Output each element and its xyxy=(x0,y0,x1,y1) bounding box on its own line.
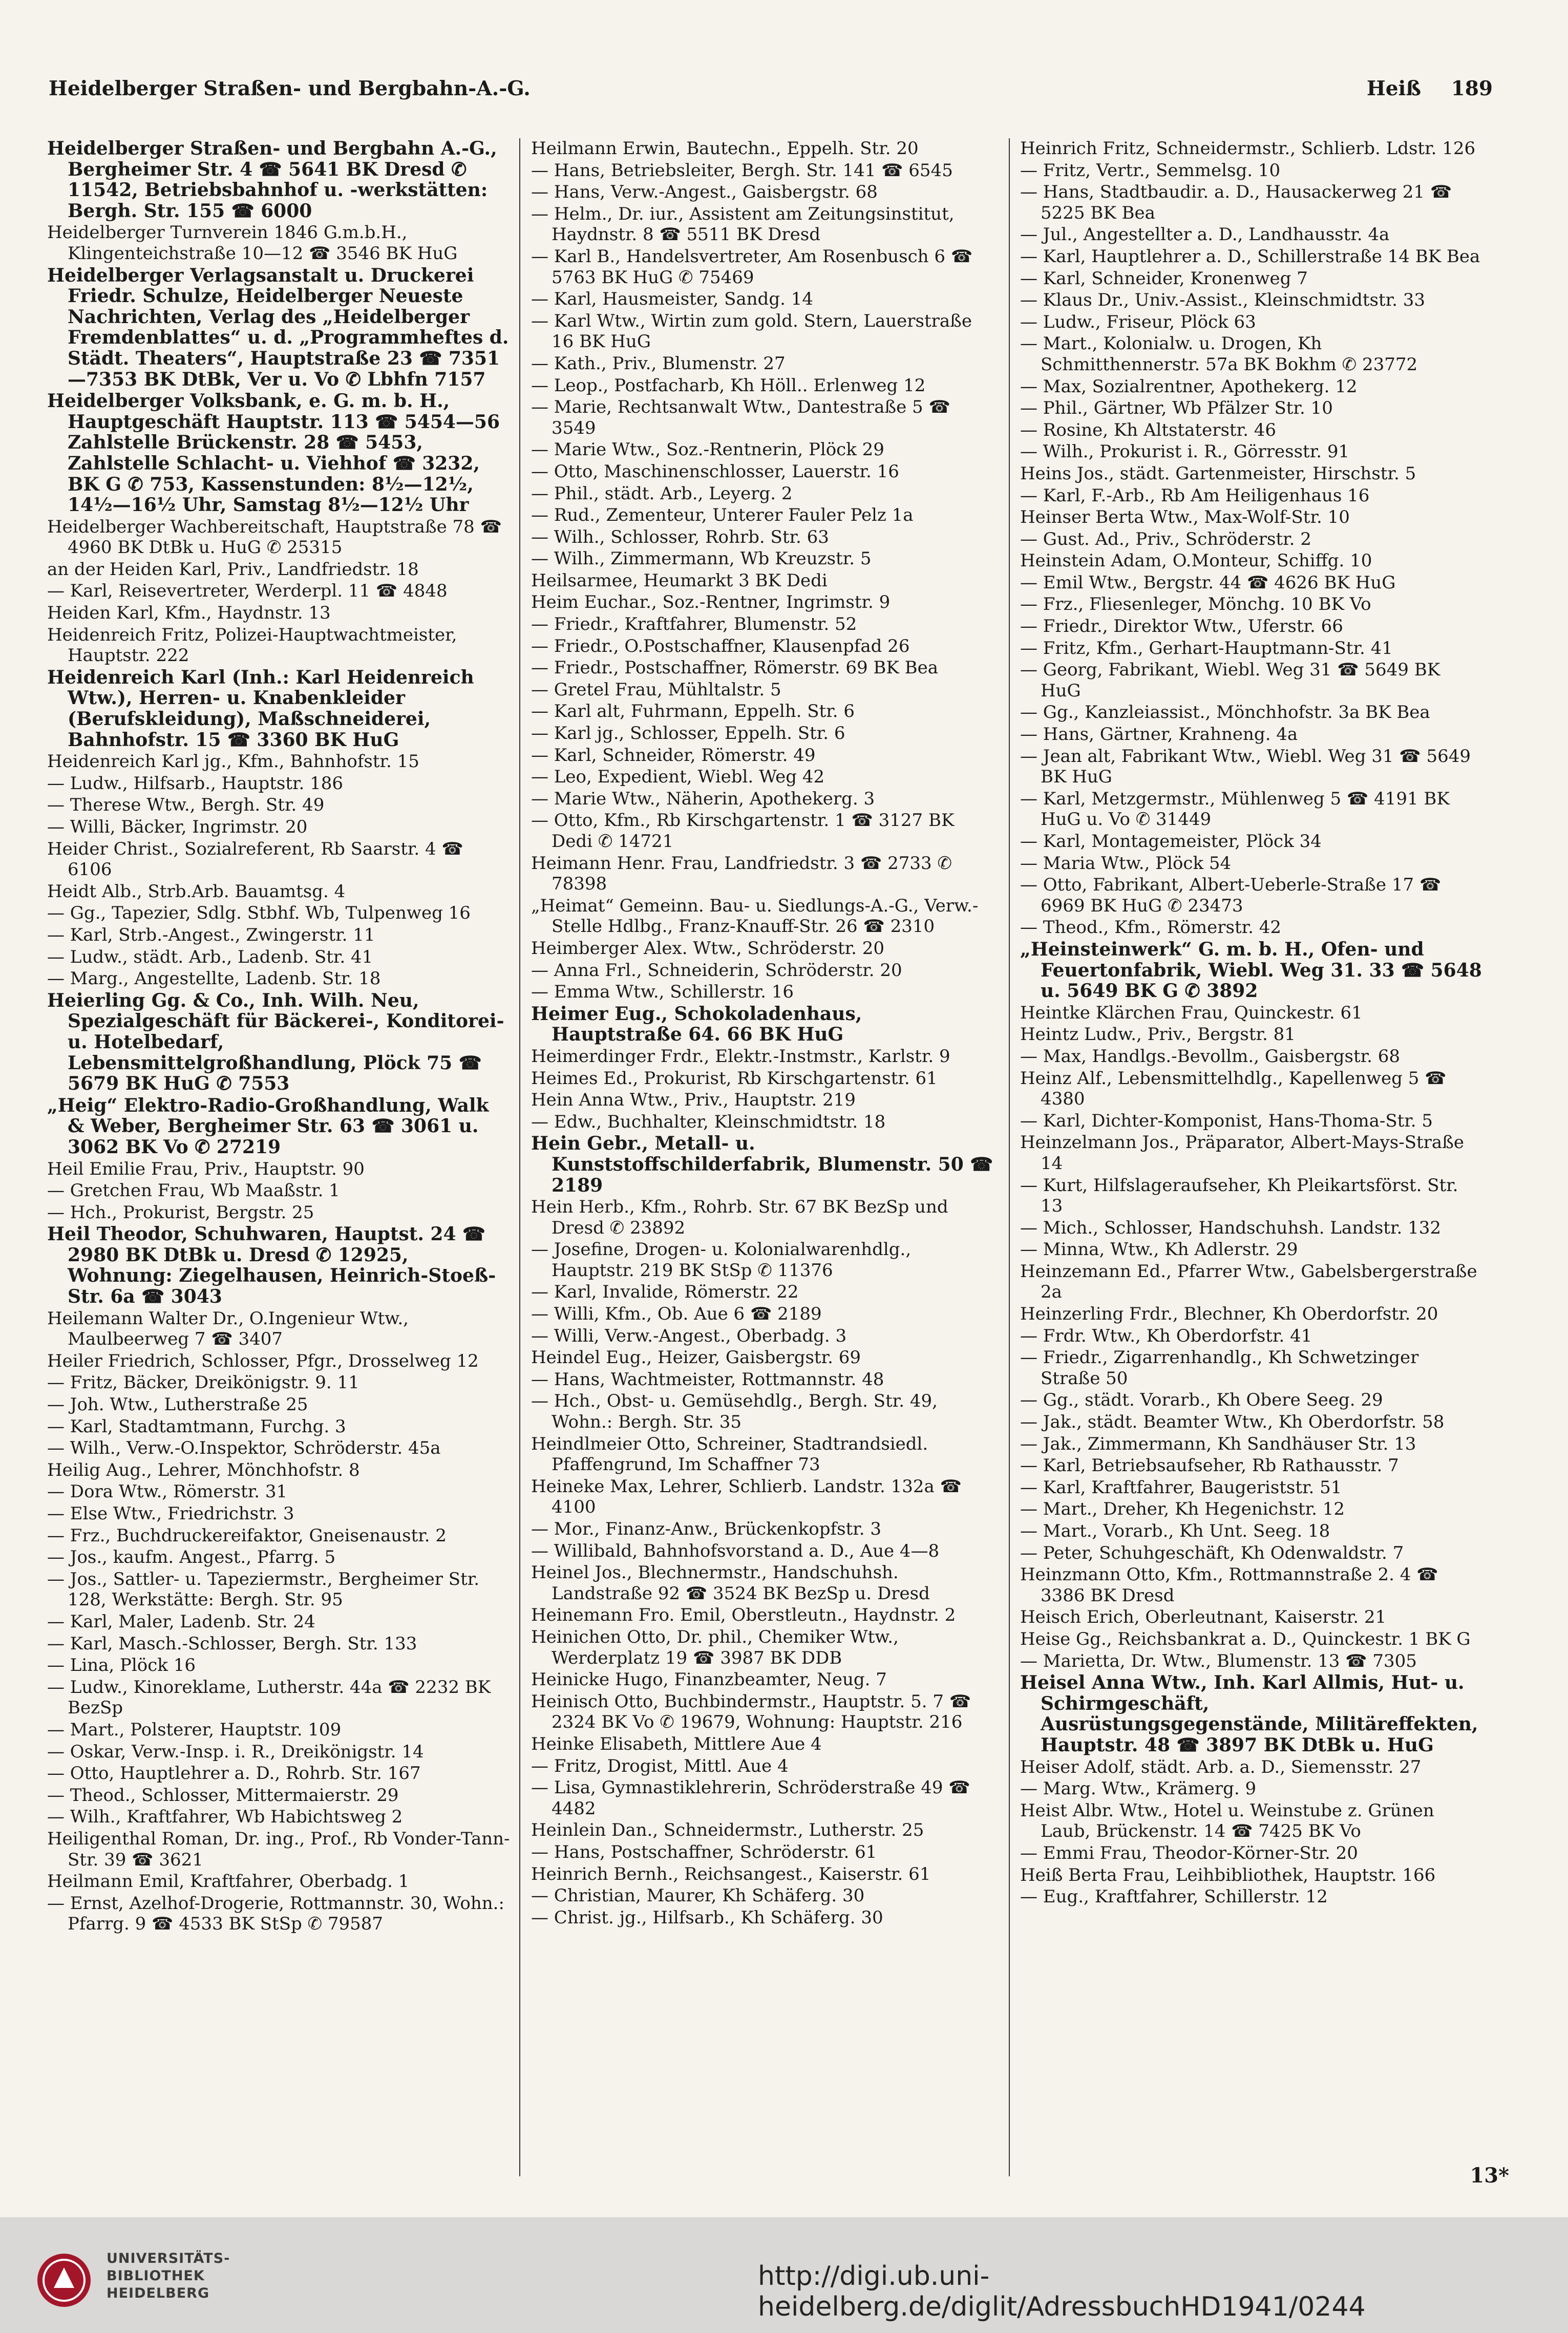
directory-entry: — Ernst, Azelhof-Drogerie, Rottmannstr. 30, Wohn.: Pfarrg. 9 ☎ 4533 BK StSp ✆ 79587 xyxy=(47,1893,504,1935)
directory-entry: — Max, Handlgs.-Bevollm., Gaisbergstr. 68 xyxy=(1020,1046,1401,1067)
directory-entry: — Karl, Montagemeister, Plöck 34 xyxy=(1020,831,1322,852)
directory-entry: — Friedr., Zigarrenhandlg., Kh Schwetzinger Straße 50 xyxy=(1020,1347,1419,1389)
directory-entry: Heiser Adolf, städt. Arb. a. D., Siemensstr. 27 xyxy=(1020,1756,1422,1777)
running-head-title: Heidelberger Straßen- und Bergbahn-A.-G. xyxy=(49,77,531,100)
column-divider xyxy=(519,138,520,2176)
directory-entry: — Dora Wtw., Römerstr. 31 xyxy=(47,1481,288,1502)
directory-entry: Heist Albr. Wtw., Hotel u. Weinstube z. Grünen Laub, Brückenstr. 14 ☎ 7425 BK Vo xyxy=(1020,1800,1434,1842)
directory-entry: — Karl, Betriebsaufseher, Rb Rathausstr. 7 xyxy=(1020,1455,1399,1476)
directory-entry: — Helm., Dr. iur., Assistent am Zeitungsinstitut, Haydnstr. 8 ☎ 5511 BK Dresd xyxy=(531,203,955,245)
directory-entry: Heisch Erich, Oberleutnant, Kaiserstr. 21 xyxy=(1020,1607,1387,1628)
directory-entry: Heintke Klärchen Frau, Quinckestr. 61 xyxy=(1020,1002,1363,1023)
directory-entry: — Mart., Polsterer, Hauptstr. 109 xyxy=(47,1719,342,1740)
directory-entry: — Theod., Schlosser, Mittermaierstr. 29 xyxy=(47,1785,399,1806)
directory-entry: — Karl, Maler, Ladenb. Str. 24 xyxy=(47,1611,315,1632)
directory-entry: — Therese Wtw., Bergh. Str. 49 xyxy=(47,795,325,816)
directory-entry: Heidelberger Turnverein 1846 G.m.b.H., Klingenteichstraße 10—12 ☎ 3546 BK HuG xyxy=(47,222,458,264)
directory-entry: — Marie Wtw., Näherin, Apothekerg. 3 xyxy=(531,788,875,809)
library-line-1: UNIVERSITÄTS- xyxy=(107,2251,230,2266)
directory-entry: Heinel Jos., Blechnermstr., Handschuhsh. Landstraße 92 ☎ 3524 BK BezSp u. Dresd xyxy=(531,1562,930,1604)
column-divider xyxy=(1009,138,1010,2176)
directory-entry: — Christian, Maurer, Kh Schäferg. 30 xyxy=(531,1885,865,1906)
directory-entry: Heim Euchar., Soz.-Rentner, Ingrimstr. 9 xyxy=(531,592,891,613)
directory-entry: — Karl, F.-Arb., Rb Am Heiligenhaus 16 xyxy=(1020,485,1370,506)
directory-entry: — Marietta, Dr. Wtw., Blumenstr. 13 ☎ 7305 xyxy=(1020,1650,1417,1671)
directory-entry: — Friedr., O.Postschaffner, Klausenpfad 26 xyxy=(531,635,910,656)
directory-entry: Heisel Anna Wtw., Inh. Karl Allmis, Hut- u. Schirmgeschäft, Ausrüstungsgegenstände, Militäreffekten, Hauptstr. 48 ☎ 3897 BK DtBk u. HuG xyxy=(1020,1672,1478,1756)
directory-entry: Heise Gg., Reichsbankrat a. D., Quinckestr. 1 BK G xyxy=(1020,1628,1471,1649)
directory-entry: Heidenreich Fritz, Polizei-Hauptwachtmeister, Hauptstr. 222 xyxy=(47,624,457,666)
directory-entry: — Karl, Masch.-Schlosser, Bergh. Str. 133 xyxy=(47,1633,417,1654)
directory-entry: Heilemann Walter Dr., O.Ingenieur Wtw., Maulbeerweg 7 ☎ 3407 xyxy=(47,1308,409,1350)
directory-entry: — Phil., städt. Arb., Leyerg. 2 xyxy=(531,483,793,504)
directory-entry: Heinzerling Frdr., Blechner, Kh Oberdorfstr. 20 xyxy=(1020,1304,1438,1325)
directory-entry: Heiß Berta Frau, Leihbibliothek, Hauptstr. 166 xyxy=(1020,1864,1436,1885)
directory-entry: Heins Jos., städt. Gartenmeister, Hirschstr. 5 xyxy=(1020,463,1416,484)
directory-entry: — Karl, Hauptlehrer a. D., Schillerstraße 14 BK Bea xyxy=(1020,246,1480,267)
directory-columns xyxy=(47,138,1512,2176)
directory-entry: Heinrich Fritz, Schneidermstr., Schlierb. Ldstr. 126 xyxy=(1020,138,1476,159)
directory-entry: — Mart., Dreher, Kh Hegenichstr. 12 xyxy=(1020,1499,1345,1520)
directory-entry: — Hans, Postschaffner, Schröderstr. 61 xyxy=(531,1841,877,1862)
directory-entry: — Karl, Hausmeister, Sandg. 14 xyxy=(531,289,813,310)
directory-entry: Heindlmeier Otto, Schreiner, Stadtrandsiedl. Pfaffengrund, Im Schaffner 73 xyxy=(531,1433,928,1475)
directory-entry: — Mich., Schlosser, Handschuhsh. Landstr. 132 xyxy=(1020,1217,1441,1238)
directory-entry: — Karl B., Handelsvertreter, Am Rosenbusch 6 ☎ 5763 BK HuG ✆ 75469 xyxy=(531,246,973,288)
directory-entry: — Fritz, Drogist, Mittl. Aue 4 xyxy=(531,1755,789,1776)
directory-entry: — Gretchen Frau, Wb Maaßstr. 1 xyxy=(47,1180,340,1201)
library-line-3: HEIDELBERG xyxy=(107,2285,210,2301)
directory-entry: — Oskar, Verw.-Insp. i. R., Dreikönigstr. 14 xyxy=(47,1741,424,1762)
directory-entry: — Lisa, Gymnastiklehrerin, Schröderstraße 49 ☎ 4482 xyxy=(531,1777,970,1819)
directory-entry: Heidelberger Volksbank, e. G. m. b. H., Hauptgeschäft Hauptstr. 113 ☎ 5454—56 Zahlstelle Brückenstr. 28 ☎ 5453, Zahlstelle Schlacht- u. Viehhof ☎ 3232, BK G ✆ 753, Kassenstunden: 8½—12½, 14½—16½ Uhr, Samstag 8½—12½ Uhr xyxy=(47,390,500,516)
directory-entry: Heidelberger Straßen- und Bergbahn A.-G., Bergheimer Str. 4 ☎ 5641 BK Dresd ✆ 11542, Betriebsbahnhof u. -werkstätten: Bergh. Str. 155 ☎ 6000 xyxy=(47,138,497,222)
running-head xyxy=(49,77,1493,108)
directory-entry: — Ludw., städt. Arb., Ladenb. Str. 41 xyxy=(47,946,373,967)
directory-entry: „Heinsteinwerk“ G. m. b. H., Ofen- und Feuertonfabrik, Wiebl. Weg 31. 33 ☎ 5648 u. 5649 BK G ✆ 3892 xyxy=(1020,938,1482,1002)
column-1 xyxy=(47,138,511,2176)
directory-entry: — Friedr., Kraftfahrer, Blumenstr. 52 xyxy=(531,614,857,635)
directory-entry: Heinzmann Otto, Kfm., Rottmannstraße 2. 4 ☎ 3386 BK Dresd xyxy=(1020,1564,1438,1606)
running-head-keyword: Heiß xyxy=(1366,77,1421,100)
directory-entry: — Karl, Strb.-Angest., Zwingerstr. 11 xyxy=(47,924,375,945)
column-2 xyxy=(531,138,994,2176)
directory-entry: — Hch., Obst- u. Gemüsehdlg., Bergh. Str. 49, Wohn.: Bergh. Str. 35 xyxy=(531,1391,938,1433)
directory-entry: „Heimat“ Gemeinn. Bau- u. Siedlungs-A.-G., Verw.-Stelle Hdlbg., Franz-Knauff-Str. 26 ☎ 2310 xyxy=(531,895,979,937)
directory-entry: Heintz Ludw., Priv., Bergstr. 81 xyxy=(1020,1024,1296,1045)
directory-entry: — Minna, Wtw., Kh Adlerstr. 29 xyxy=(1020,1239,1298,1260)
directory-entry: — Max, Sozialrentner, Apothekerg. 12 xyxy=(1020,376,1358,397)
directory-entry: — Kurt, Hilfslageraufseher, Kh Pleikartsförst. Str. 13 xyxy=(1020,1175,1458,1217)
directory-entry: — Kath., Priv., Blumenstr. 27 xyxy=(531,353,786,374)
directory-entry: — Mart., Kolonialw. u. Drogen, Kh Schmitthennerstr. 57a BK Bokhm ✆ 23772 xyxy=(1020,333,1418,375)
directory-entry: — Otto, Hauptlehrer a. D., Rohrb. Str. 167 xyxy=(47,1763,421,1784)
directory-entry: — Wilh., Zimmermann, Wb Kreuzstr. 5 xyxy=(531,548,872,569)
directory-entry: Heilsarmee, Heumarkt 3 BK Dedi xyxy=(531,570,828,591)
column-3 xyxy=(1020,138,1484,2176)
directory-entry: Heidt Alb., Strb.Arb. Bauamtsg. 4 xyxy=(47,881,346,902)
directory-entry: — Hans, Betriebsleiter, Bergh. Str. 141 ☎ 6545 xyxy=(531,160,953,181)
directory-entry: — Karl, Invalide, Römerstr. 22 xyxy=(531,1282,799,1303)
signature-mark: 13* xyxy=(1470,2164,1509,2188)
directory-entry: — Peter, Schuhgeschäft, Kh Odenwaldstr. 7 xyxy=(1020,1542,1404,1563)
directory-entry: — Willibald, Bahnhofsvorstand a. D., Aue 4—8 xyxy=(531,1540,940,1561)
directory-entry: — Otto, Kfm., Rb Kirschgartenstr. 1 ☎ 3127 BK Dedi ✆ 14721 xyxy=(531,810,955,852)
directory-entry: Heil Emilie Frau, Priv., Hauptstr. 90 xyxy=(47,1158,365,1179)
directory-entry: — Willi, Kfm., Ob. Aue 6 ☎ 2189 xyxy=(531,1304,822,1325)
directory-entry: — Gg., Tapezier, Sdlg. Stbhf. Wb, Tulpenweg 16 xyxy=(47,903,471,924)
directory-entry: — Hans, Gärtner, Krahneng. 4a xyxy=(1020,724,1298,745)
directory-entry: Heimberger Alex. Wtw., Schröderstr. 20 xyxy=(531,938,885,959)
directory-entry: — Hans, Wachtmeister, Rottmannstr. 48 xyxy=(531,1369,884,1390)
directory-entry: — Marie, Rechtsanwalt Wtw., Dantestraße 5 ☎ 3549 xyxy=(531,397,950,438)
directory-entry: — Gg., Kanzleiassist., Mönchhofstr. 3a BK Bea xyxy=(1020,702,1430,723)
directory-entry: Heinstein Adam, O.Monteur, Schiffg. 10 xyxy=(1020,550,1372,571)
directory-entry: — Theod., Kfm., Römerstr. 42 xyxy=(1020,917,1281,938)
directory-entry: — Leop., Postfacharb, Kh Höll.. Erlenweg 12 xyxy=(531,375,926,396)
directory-entry: — Gg., städt. Vorarb., Kh Obere Seeg. 29 xyxy=(1020,1390,1383,1411)
directory-entry: an der Heiden Karl, Priv., Landfriedstr. 18 xyxy=(47,559,419,580)
directory-entry: — Karl, Dichter-Komponist, Hans-Thoma-Str. 5 xyxy=(1020,1110,1433,1131)
directory-entry: — Wilh., Verw.-O.Inspektor, Schröderstr. 45a xyxy=(47,1438,441,1459)
directory-entry: — Joh. Wtw., Lutherstraße 25 xyxy=(47,1394,308,1415)
directory-entry: — Leo, Expedient, Wiebl. Weg 42 xyxy=(531,767,825,788)
directory-entry: — Wilh., Prokurist i. R., Görresstr. 91 xyxy=(1020,441,1350,462)
directory-entry: Heinisch Otto, Buchbindermstr., Hauptstr. 5. 7 ☎ 2324 BK Vo ✆ 19679, Wohnung: Hauptstr. 216 xyxy=(531,1691,971,1733)
directory-entry: — Emil Wtw., Bergstr. 44 ☎ 4626 BK HuG xyxy=(1020,572,1396,593)
directory-entry: — Karl, Kraftfahrer, Baugeriststr. 51 xyxy=(1020,1477,1342,1498)
directory-entry: Heinzemann Ed., Pfarrer Wtw., Gabelsbergerstraße 2a xyxy=(1020,1261,1477,1303)
directory-entry: — Wilh., Kraftfahrer, Wb Habichtsweg 2 xyxy=(47,1807,403,1828)
directory-entry: — Wilh., Schlosser, Rohrb. Str. 63 xyxy=(531,526,829,547)
directory-entry: — Mor., Finanz-Anw., Brückenkopfstr. 3 xyxy=(531,1519,882,1539)
directory-entry: „Heig“ Elektro-Radio-Großhandlung, Walk & Weber, Bergheimer Str. 63 ☎ 3061 u. 3062 BK Vo ✆ 27219 xyxy=(47,1094,489,1158)
directory-entry: Heimann Henr. Frau, Landfriedstr. 3 ☎ 2733 ✆ 78398 xyxy=(531,853,952,895)
directory-entry: — Otto, Maschinenschlosser, Lauerstr. 16 xyxy=(531,461,899,482)
directory-entry: — Willi, Bäcker, Ingrimstr. 20 xyxy=(47,817,308,837)
directory-entry: Heilig Aug., Lehrer, Mönchhofstr. 8 xyxy=(47,1459,360,1480)
library-line-2: BIBLIOTHEK xyxy=(107,2268,205,2284)
directory-entry: — Frz., Buchdruckereifaktor, Gneisenaustr. 2 xyxy=(47,1525,447,1546)
directory-entry: Heiligenthal Roman, Dr. ing., Prof., Rb Vonder-Tann-Str. 39 ☎ 3621 xyxy=(47,1828,510,1870)
directory-entry: Heiler Friedrich, Schlosser, Pfgr., Drosselweg 12 xyxy=(47,1350,479,1371)
directory-entry: — Emma Wtw., Schillerstr. 16 xyxy=(531,982,794,1003)
directory-entry: Heinser Berta Wtw., Max-Wolf-Str. 10 xyxy=(1020,507,1350,528)
directory-entry: — Ludw., Hilfsarb., Hauptstr. 186 xyxy=(47,773,344,794)
directory-entry: Heiden Karl, Kfm., Haydnstr. 13 xyxy=(47,603,331,624)
directory-entry: — Hch., Prokurist, Bergstr. 25 xyxy=(47,1202,314,1223)
directory-entry: Heidenreich Karl (Inh.: Karl Heidenreich Wtw.), Herren- u. Knabenkleider (Berufskleidung), Maßschneiderei, Bahnhofstr. 15 ☎ 3360 BK HuG xyxy=(47,666,474,751)
permalink-url[interactable]: http://digi.ub.uni-heidelberg.de/diglit/AdressbuchHD1941/0244 xyxy=(758,2261,1366,2322)
directory-entry: Heimerdinger Frdr., Elektr.-Instmstr., Karlstr. 9 xyxy=(531,1046,950,1067)
directory-entry: — Eug., Kraftfahrer, Schillerstr. 12 xyxy=(1020,1886,1328,1907)
directory-entry: — Frdr. Wtw., Kh Oberdorfstr. 41 xyxy=(1020,1325,1312,1346)
directory-entry: — Marg., Angestellte, Ladenb. Str. 18 xyxy=(47,968,381,989)
directory-entry: — Friedr., Postschaffner, Römerstr. 69 BK Bea xyxy=(531,658,938,678)
directory-entry: Heinicke Hugo, Finanzbeamter, Neug. 7 xyxy=(531,1669,887,1690)
directory-entry: — Karl, Schneider, Römerstr. 49 xyxy=(531,745,816,766)
directory-entry: Heider Christ., Sozialreferent, Rb Saarstr. 4 ☎ 6106 xyxy=(47,838,463,880)
directory-entry: Heinrich Bernh., Reichsangest., Kaiserstr. 61 xyxy=(531,1863,931,1884)
directory-entry: — Edw., Buchhalter, Kleinschmidtstr. 18 xyxy=(531,1111,886,1132)
directory-entry: — Ludw., Friseur, Plöck 63 xyxy=(1020,311,1256,332)
directory-entry: — Jak., städt. Beamter Wtw., Kh Oberdorfstr. 58 xyxy=(1020,1412,1445,1433)
directory-entry: Heinlein Dan., Schneidermstr., Lutherstr. 25 xyxy=(531,1820,924,1841)
directory-entry: Heinz Alf., Lebensmittelhdlg., Kapellenweg 5 ☎ 4380 xyxy=(1020,1068,1447,1110)
directory-entry: — Karl, Schneider, Kronenweg 7 xyxy=(1020,268,1308,289)
directory-entry: — Jos., kaufm. Angest., Pfarrg. 5 xyxy=(47,1547,336,1568)
directory-entry: Heilmann Erwin, Bautechn., Eppelh. Str. 20 xyxy=(531,138,919,159)
directory-entry: — Emmi Frau, Theodor-Körner-Str. 20 xyxy=(1020,1842,1358,1863)
directory-entry: Heidelberger Wachbereitschaft, Hauptstraße 78 ☎ 4960 BK DtBk u. HuG ✆ 25315 xyxy=(47,516,502,558)
directory-entry: — Ludw., Kinoreklame, Lutherstr. 44a ☎ 2232 BK BezSp xyxy=(47,1677,491,1719)
directory-entry: — Josefine, Drogen- u. Kolonialwarenhdlg., Hauptstr. 219 BK StSp ✆ 11376 xyxy=(531,1239,912,1281)
directory-entry: — Georg, Fabrikant, Wiebl. Weg 31 ☎ 5649 BK HuG xyxy=(1020,660,1440,701)
directory-entry: — Marie Wtw., Soz.-Rentnerin, Plöck 29 xyxy=(531,439,884,460)
directory-entry: — Hans, Verw.-Angest., Gaisbergstr. 68 xyxy=(531,182,878,203)
directory-entry: — Anna Frl., Schneiderin, Schröderstr. 20 xyxy=(531,960,902,981)
directory-entry: Heimer Eug., Schokoladenhaus, Hauptstraße 64. 66 BK HuG xyxy=(531,1003,862,1046)
university-seal-icon xyxy=(36,2252,92,2308)
directory-entry: Hein Herb., Kfm., Rohrb. Str. 67 BK BezSp und Dresd ✆ 23892 xyxy=(531,1197,948,1238)
directory-entry: — Rud., Zementeur, Unterer Fauler Pelz 1a xyxy=(531,505,914,526)
directory-entry: — Frz., Fliesenleger, Mönchg. 10 BK Vo xyxy=(1020,594,1371,615)
directory-entry: — Otto, Fabrikant, Albert-Ueberle-Straße 17 ☎ 6969 BK HuG ✆ 23473 xyxy=(1020,875,1442,916)
directory-entry: Heinke Elisabeth, Mittlere Aue 4 xyxy=(531,1733,822,1754)
directory-entry: — Karl jg., Schlosser, Eppelh. Str. 6 xyxy=(531,723,845,744)
directory-entry: — Klaus Dr., Univ.-Assist., Kleinschmidtstr. 33 xyxy=(1020,290,1426,311)
directory-entry: — Jean alt, Fabrikant Wtw., Wiebl. Weg 31 ☎ 5649 BK HuG xyxy=(1020,746,1471,788)
directory-entry: — Karl Wtw., Wirtin zum gold. Stern, Lauerstraße 16 BK HuG xyxy=(531,310,972,352)
directory-entry: — Karl, Stadtamtmann, Furchg. 3 xyxy=(47,1416,346,1437)
directory-entry: Heindel Eug., Heizer, Gaisbergstr. 69 xyxy=(531,1347,861,1368)
directory-entry: Heil Theodor, Schuhwaren, Hauptst. 24 ☎ 2980 BK DtBk u. Dresd ✆ 12925, Wohnung: Ziegelhausen, Heinrich-Stoeß-Str. 6a ☎ 3043 xyxy=(47,1223,496,1308)
directory-entry: Heimes Ed., Prokurist, Rb Kirschgartenstr. 61 xyxy=(531,1068,938,1089)
directory-entry: — Else Wtw., Friedrichstr. 3 xyxy=(47,1503,294,1524)
directory-entry: — Gretel Frau, Mühltalstr. 5 xyxy=(531,679,781,700)
directory-entry: — Friedr., Direktor Wtw., Uferstr. 66 xyxy=(1020,616,1343,637)
directory-entry: Hein Gebr., Metall- u. Kunststoffschilderfabrik, Blumenstr. 50 ☎ 2189 xyxy=(531,1133,993,1196)
directory-entry: Heinemann Fro. Emil, Oberstleutn., Haydnstr. 2 xyxy=(531,1605,956,1626)
directory-entry: Heineke Max, Lehrer, Schlierb. Landstr. 132a ☎ 4100 xyxy=(531,1476,962,1518)
directory-entry: — Karl, Metzgermstr., Mühlenweg 5 ☎ 4191 BK HuG u. Vo ✆ 31449 xyxy=(1020,788,1450,830)
directory-entry: — Lina, Plöck 16 xyxy=(47,1655,196,1676)
directory-entry: — Mart., Vorarb., Kh Unt. Seeg. 18 xyxy=(1020,1521,1330,1541)
directory-entry: — Karl alt, Fuhrmann, Eppelh. Str. 6 xyxy=(531,701,855,722)
directory-entry: — Jak., Zimmermann, Kh Sandhäuser Str. 13 xyxy=(1020,1433,1416,1454)
directory-entry: — Rosine, Kh Altstaterstr. 46 xyxy=(1020,419,1276,440)
directory-entry: — Willi, Verw.-Angest., Oberbadg. 3 xyxy=(531,1325,847,1346)
directory-entry: — Jos., Sattler- u. Tapeziermstr., Bergheimer Str. 128, Werkstätte: Bergh. Str. 95 xyxy=(47,1568,480,1610)
directory-entry: — Christ. jg., Hilfsarb., Kh Schäferg. 30 xyxy=(531,1907,883,1928)
directory-entry: — Karl, Reisevertreter, Werderpl. 11 ☎ 4848 xyxy=(47,581,448,602)
directory-entry: Heidelberger Verlagsanstalt u. Druckerei Friedr. Schulze, Heidelberger Neueste Nachrichten, Verlag des „Heidelberger Fremdenblattes“ u. d. „Programmheftes d. Städt. Theaters“, Hauptstraße 23 ☎ 7351—7353 BK DtBk, Ver u. Vo ✆ Lbhfn 7157 xyxy=(47,264,509,390)
directory-entry: — Fritz, Bäcker, Dreikönigstr. 9. 11 xyxy=(47,1372,359,1393)
library-name xyxy=(107,2250,230,2302)
directory-entry: Heinichen Otto, Dr. phil., Chemiker Wtw., Werderplatz 19 ☎ 3987 BK DDB xyxy=(531,1626,899,1668)
footer-bar xyxy=(0,2217,1568,2333)
directory-entry: Heinzelmann Jos., Präparator, Albert-Mays-Straße 14 xyxy=(1020,1132,1465,1174)
directory-entry: Hein Anna Wtw., Priv., Hauptstr. 219 xyxy=(531,1090,856,1111)
directory-entry: — Jul., Angestellter a. D., Landhausstr. 4a xyxy=(1020,224,1390,245)
directory-entry: — Gust. Ad., Priv., Schröderstr. 2 xyxy=(1020,528,1311,549)
directory-entry: — Hans, Stadtbaudir. a. D., Hausackerweg 21 ☎ 5225 BK Bea xyxy=(1020,182,1452,223)
directory-entry: — Fritz, Vertr., Semmelsg. 10 xyxy=(1020,160,1281,181)
directory-entry: — Marg. Wtw., Krämerg. 9 xyxy=(1020,1778,1257,1799)
directory-entry: — Fritz, Kfm., Gerhart-Hauptmann-Str. 41 xyxy=(1020,638,1393,659)
directory-entry: Heidenreich Karl jg., Kfm., Bahnhofstr. 15 xyxy=(47,751,419,772)
directory-entry: Heierling Gg. & Co., Inh. Wilh. Neu, Spezialgeschäft für Bäckerei-, Konditorei- u. Hotelbedarf, Lebensmittelgroßhandlung, Plöck 75 ☎ 5679 BK HuG ✆ 7553 xyxy=(47,989,504,1095)
page-number: 189 xyxy=(1451,77,1493,100)
directory-entry: — Phil., Gärtner, Wb Pfälzer Str. 10 xyxy=(1020,398,1333,419)
directory-entry: Heilmann Emil, Kraftfahrer, Oberbadg. 1 xyxy=(47,1871,410,1892)
directory-entry: — Maria Wtw., Plöck 54 xyxy=(1020,853,1232,874)
